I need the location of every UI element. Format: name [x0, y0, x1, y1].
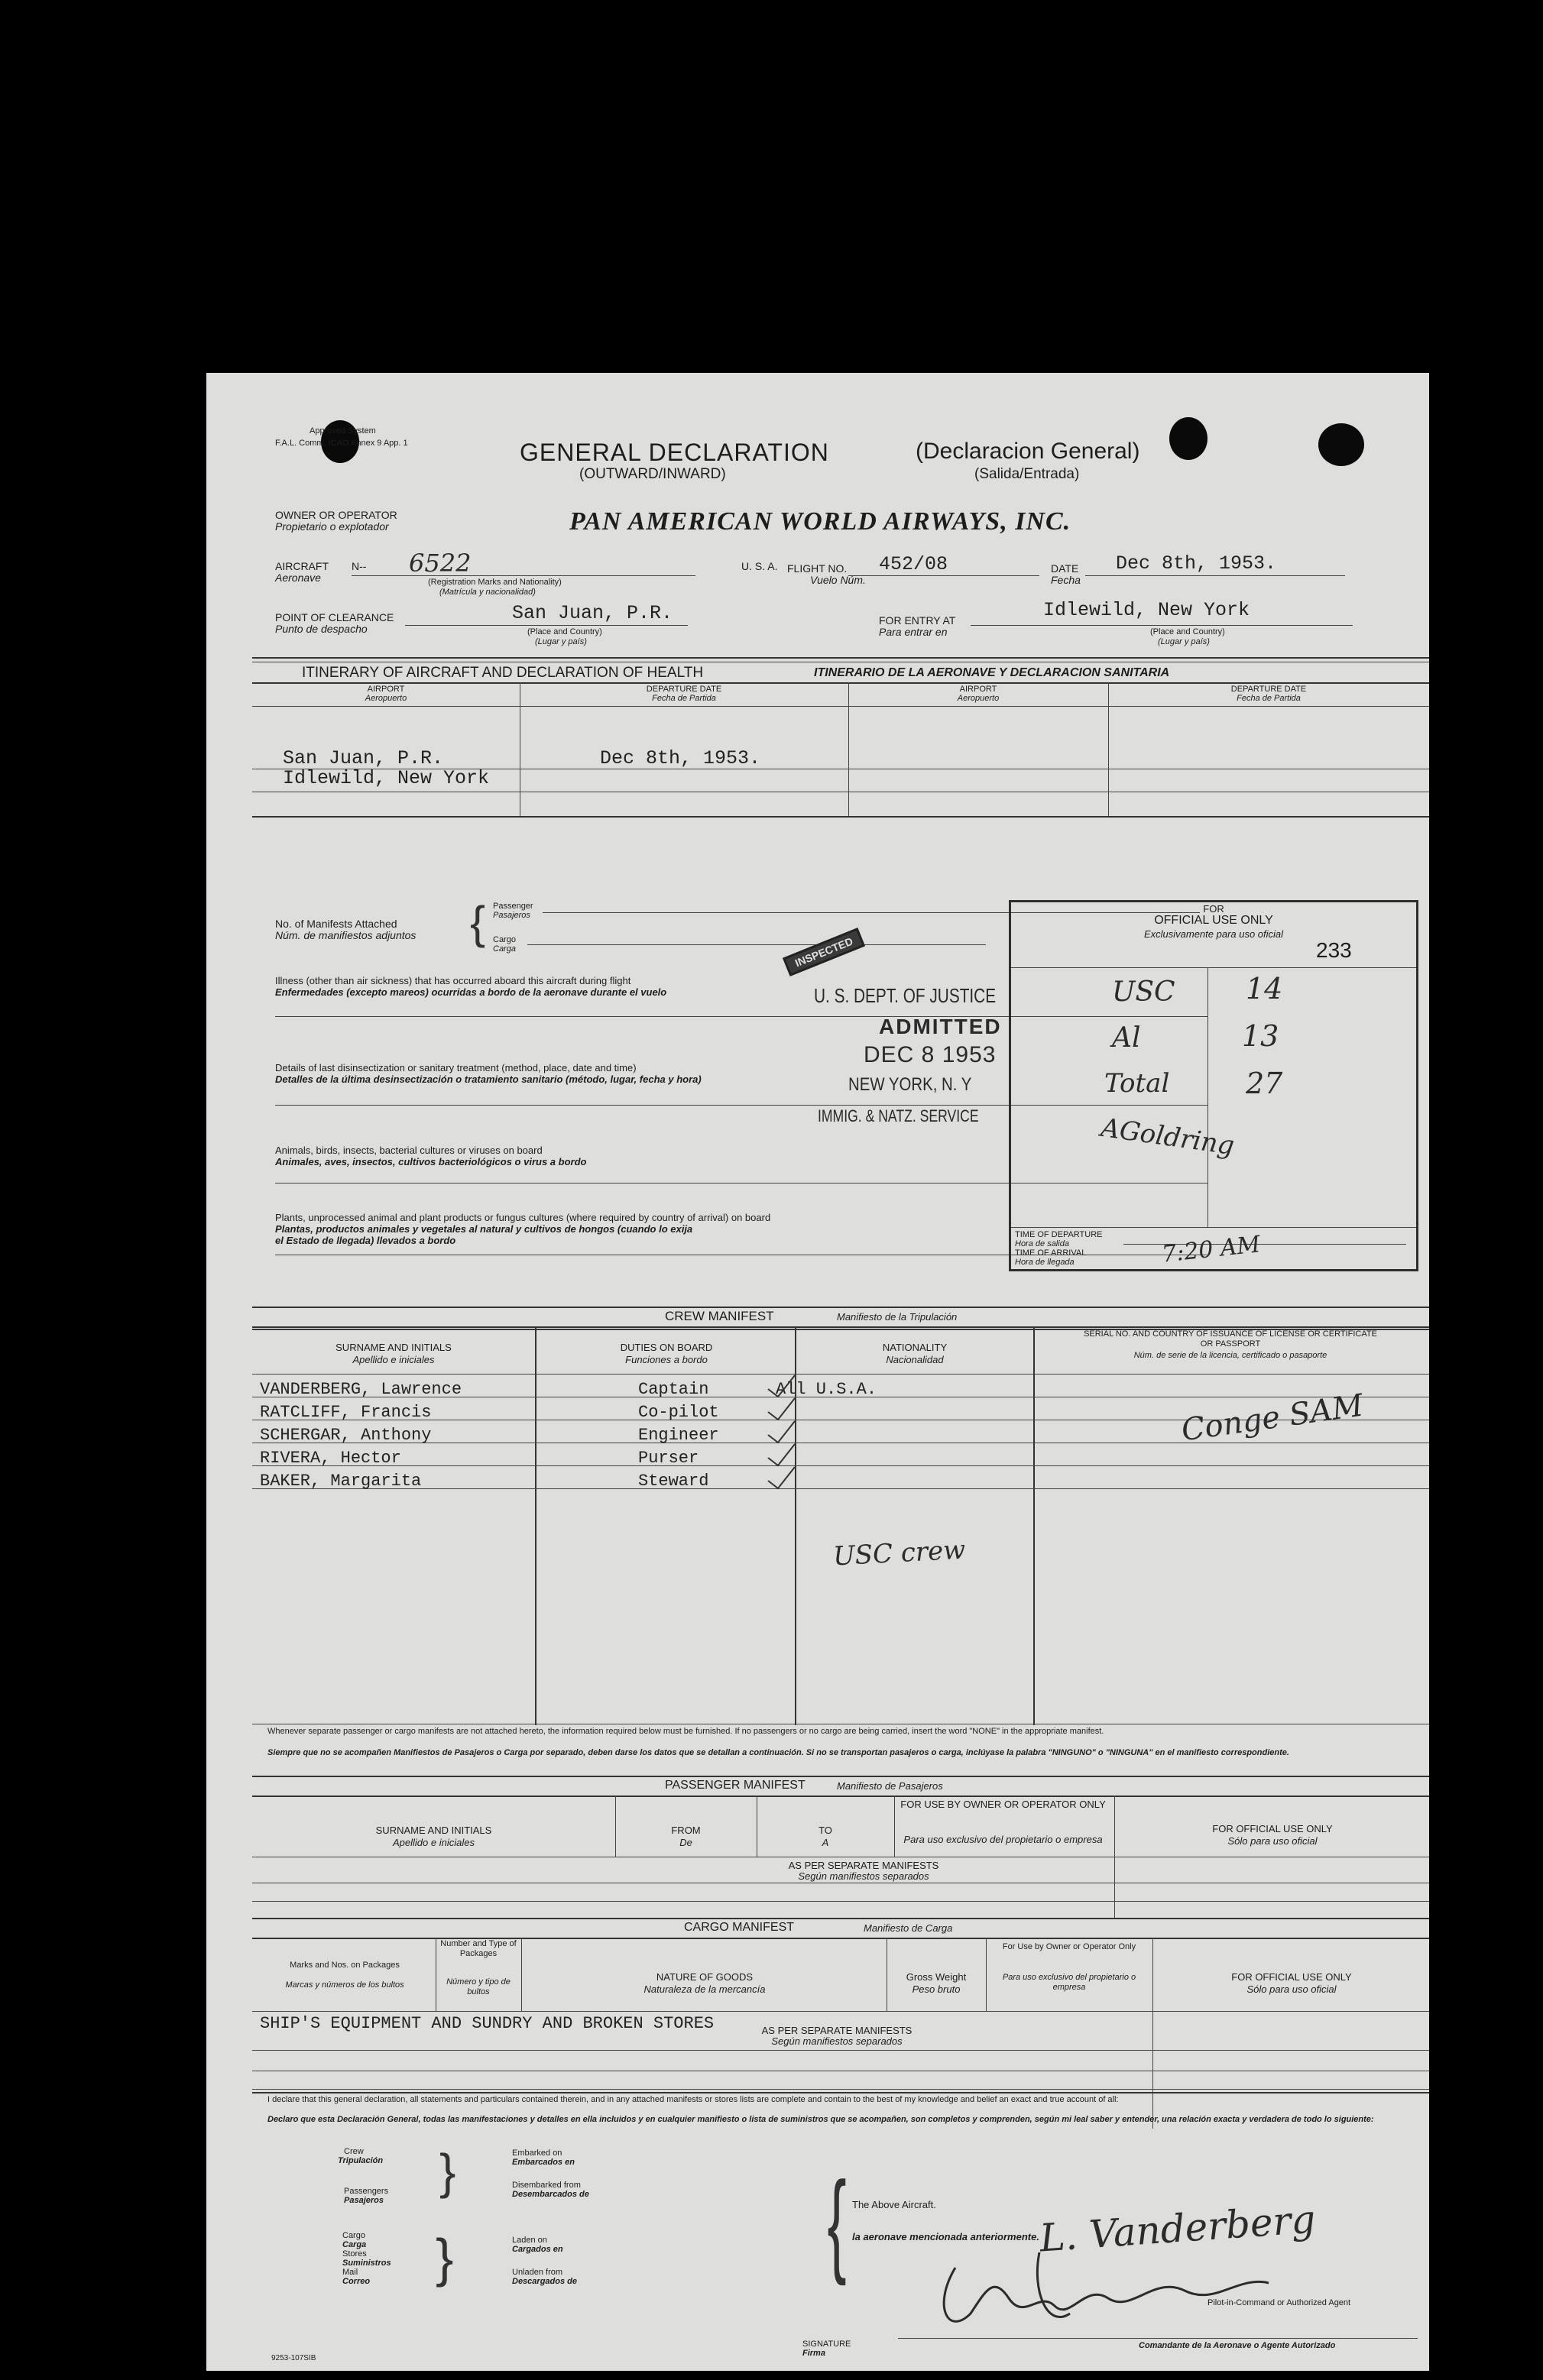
aircraft-registration: 6522 — [409, 549, 472, 578]
cargo-col-weight: Gross Weight — [906, 1971, 967, 1983]
passenger-col-to-es: A — [822, 1837, 829, 1848]
decl-mail: Mail — [342, 2268, 358, 2277]
col-departure-2-es: Fecha de Partida — [1237, 694, 1301, 703]
passenger-col-owner: FOR USE BY OWNER OR OPERATOR ONLY — [900, 1799, 1106, 1810]
faa-reference: F.A.L. Comm. ICAO Annex 9 App. 1 — [275, 439, 408, 448]
date-label: DATE — [1051, 562, 1079, 575]
crew-note: USC crew — [832, 1534, 967, 1572]
cargo-col-nature-es: Naturaleza de la mercancía — [643, 1983, 766, 1995]
col-airport-2: AIRPORT — [959, 685, 997, 694]
col-departure-2: DEPARTURE DATE — [1230, 685, 1307, 694]
departure-label-es: Hora de salida — [1015, 1239, 1069, 1248]
passenger-col-official: FOR OFFICIAL USE ONLY — [1212, 1823, 1333, 1834]
decl-cargo: Cargo — [342, 2231, 365, 2240]
decl-disembarked-es: Desembarcados de — [512, 2190, 589, 2199]
arrival-label-es: Hora de llegada — [1015, 1258, 1075, 1267]
plants-label-es: Plantas, productos animales y vegetales al natural y cultivos de hongos (cuando lo exija el Estado de llegada) llevados a bordo — [275, 1223, 693, 1246]
cargo-col-official-es: Sólo para uso oficial — [1246, 1983, 1337, 1995]
aircraft-prefix: N-- — [352, 560, 367, 572]
crew-col-duties: DUTIES ON BOARD — [620, 1342, 713, 1353]
captain-signature: L. Vanderberg — [1038, 2197, 1318, 2261]
plants-label: Plants, unprocessed animal and plant products or fungus cultures (where required by country of arrival) on board — [275, 1212, 771, 1223]
passenger-separate: AS PER SEPARATE MANIFESTS — [788, 1860, 939, 1871]
signature-label: SIGNATURE — [802, 2340, 851, 2349]
official-mark-1: USC — [1112, 976, 1175, 1008]
punch-hole — [1169, 417, 1207, 460]
passenger-label-es: Pasajeros — [493, 911, 530, 920]
entry-sub-label: (Place and Country) — [1150, 627, 1225, 636]
aircraft-label: AIRCRAFT — [275, 560, 329, 572]
crew-col-serial: SERIAL NO. AND COUNTRY OF ISSUANCE OF LICENSE OR CERTIFICATE OR PASSPORT — [1084, 1329, 1377, 1349]
passenger-title-es: Manifiesto de Pasajeros — [837, 1780, 943, 1792]
operator-name: PAN AMERICAN WORLD AIRWAYS, INC. — [569, 507, 1071, 536]
flight-number: 452/08 — [879, 553, 948, 575]
cargo-col-marks: Marks and Nos. on Packages — [290, 1961, 400, 1970]
col-departure: DEPARTURE DATE — [646, 685, 722, 694]
decl-laden: Laden on — [512, 2236, 547, 2245]
aircraft-label-es: Aeronave — [275, 572, 321, 584]
crew-name-2: RATCLIFF, Francis — [260, 1403, 432, 1422]
decl-embarked: Embarked on — [512, 2148, 562, 2158]
itinerary-title-es: ITINERARIO DE LA AERONAVE Y DECLARACION SANITARIA — [814, 666, 1170, 679]
passenger-col-owner-es: Para uso exclusivo del propietario o empresa — [903, 1834, 1103, 1845]
crew-name-1: VANDERBERG, Lawrence — [260, 1380, 462, 1399]
pilot-label: Pilot-in-Command or Authorized Agent — [1207, 2298, 1351, 2307]
cargo-col-marks-es: Marcas y números de los bultos — [285, 1980, 404, 1990]
decl-mail-es: Correo — [342, 2277, 371, 2286]
signature-label-es: Firma — [802, 2349, 825, 2358]
crew-col-nationality-es: Nacionalidad — [886, 1354, 944, 1365]
cargo-col-official: FOR OFFICIAL USE ONLY — [1231, 1971, 1352, 1983]
stamp-date: DEC 8 1953 — [864, 1042, 997, 1067]
official-mark-2: Al — [1112, 1022, 1141, 1054]
passenger-col-to: TO — [819, 1825, 832, 1836]
usa-label: U. S. A. — [741, 560, 778, 572]
aircraft-sub-label-es: (Matrícula y nacionalidad) — [439, 588, 536, 597]
cargo-col-nature: NATURE OF GOODS — [656, 1971, 754, 1983]
official-initials: AGoldring — [1099, 1112, 1237, 1162]
decl-unladen-es: Descargados de — [512, 2277, 577, 2286]
official-value-1: 14 — [1246, 972, 1283, 1005]
decl-stores: Stores — [342, 2249, 367, 2259]
form-number: 9253-107SIB — [271, 2354, 316, 2362]
clearance-point: San Juan, P.R. — [512, 602, 673, 624]
arrival-label: TIME OF ARRIVAL — [1015, 1248, 1087, 1258]
itinerary-date-1: Dec 8th, 1953. — [600, 747, 761, 769]
official-use-box — [1009, 900, 1418, 1271]
departure-label: TIME OF DEPARTURE — [1015, 1230, 1103, 1239]
notice-en: Whenever separate passenger or cargo manifests are not attached hereto, the information required below must be furnished. If no passengers or no cargo are being carried, insert the word "NONE" in the appropriate manifest. — [267, 1727, 1104, 1736]
entry-sub-label-es: (Lugar y país) — [1158, 637, 1210, 646]
crew-duty-5: Steward — [638, 1472, 709, 1491]
crew-col-nationality: NATIONALITY — [882, 1342, 948, 1353]
declaration-text: I declare that this general declaration, all statements and particulars contained therein, and in any attached manifests or stores lists are complete and contain to the best of my knowledge and belief an exact and true account of all: — [267, 2095, 1119, 2104]
crew-duty-1: Captain — [638, 1380, 709, 1399]
cargo-col-owner: For Use by Owner or Operator Only — [1002, 1942, 1136, 1951]
cargo-entry: SHIP'S EQUIPMENT AND SUNDRY AND BROKEN STORES — [260, 2014, 715, 2033]
crew-title-es: Manifiesto de la Tripulación — [837, 1311, 958, 1323]
cargo-label-es: Carga — [493, 944, 516, 954]
illness-label: Illness (other than air sickness) that has occurred aboard this aircraft during flight — [275, 975, 631, 986]
inspected-stamp: INSPECTED — [783, 928, 865, 976]
punch-hole — [1318, 423, 1364, 466]
flight-label-es: Vuelo Núm. — [810, 574, 866, 586]
decl-passengers: Passengers — [344, 2187, 389, 2196]
notice-es: Siempre que no se acompañen Manifiestos de Pasajeros o Carga por separado, deben darse los datos que se detallan a continuación. Si no se transportan pasajeros o carga, inclúyase la palabra "NINGUNO" o "NINGUNA" en el manifiesto correspondiente. — [267, 1748, 1289, 1757]
crew-name-3: SCHERGAR, Anthony — [260, 1426, 432, 1445]
crew-name-5: BAKER, Margarita — [260, 1472, 422, 1491]
form-subtitle: (OUTWARD/INWARD) — [579, 466, 726, 482]
col-airport-es: Aeropuerto — [365, 694, 407, 703]
cargo-title-es: Manifiesto de Carga — [864, 1922, 953, 1934]
clearance-sub-label: (Place and Country) — [527, 627, 602, 636]
clearance-sub-label-es: (Lugar y país) — [535, 637, 587, 646]
owner-label: OWNER OR OPERATOR — [275, 509, 397, 521]
crew-col-name: SURNAME AND INITIALS — [336, 1342, 452, 1353]
arrival-time: 7:20 AM — [1160, 1231, 1262, 1268]
animals-label-es: Animales, aves, insectos, cultivos bacteriológicos o virus a bordo — [275, 1156, 587, 1167]
passenger-col-from-es: De — [679, 1837, 692, 1848]
stamp-service: IMMIG. & NATZ. SERVICE — [818, 1106, 979, 1125]
col-departure-es: Fecha de Partida — [652, 694, 716, 703]
official-number: 233 — [1316, 938, 1352, 962]
approved-system-text: Approved System — [310, 426, 376, 436]
cargo-col-owner-es: Para uso exclusivo del propietario o empresa — [1002, 1973, 1136, 1992]
stamp-city: NEW YORK, N. Y — [848, 1074, 972, 1095]
clearance-label-es: Punto de despacho — [275, 623, 368, 635]
official-value-3: 27 — [1246, 1067, 1283, 1100]
decl-disembarked: Disembarked from — [512, 2181, 581, 2190]
crew-nationality-1: All U.S.A. — [776, 1380, 877, 1399]
crew-official-signature: Conge SAM — [1178, 1388, 1366, 1449]
cargo-col-number: Number and Type of Packages — [440, 1939, 517, 1958]
crew-col-duties-es: Funciones a bordo — [625, 1354, 708, 1365]
clearance-label: POINT OF CLEARANCE — [275, 611, 394, 623]
decl-laden-es: Cargados en — [512, 2245, 563, 2254]
decl-stores-es: Suministros — [342, 2259, 391, 2268]
entry-label: FOR ENTRY AT — [879, 614, 956, 627]
manifests-label: No. of Manifests Attached — [275, 918, 397, 930]
entry-point: Idlewild, New York — [1043, 599, 1250, 621]
manifests-label-es: Núm. de manifiestos adjuntos — [275, 929, 417, 941]
decl-above-aircraft-es: la aeronave mencionada anteriormente. — [852, 2231, 1039, 2242]
itinerary-title: ITINERARY OF AIRCRAFT AND DECLARATION OF HEALTH — [302, 665, 704, 681]
crew-name-4: RIVERA, Hector — [260, 1449, 401, 1468]
stamp-admitted: ADMITTED — [879, 1015, 1002, 1038]
cargo-col-number-es: Número y tipo de bultos — [446, 1977, 511, 1996]
passenger-separate-es: Según manifiestos separados — [798, 1870, 929, 1882]
cargo-separate: AS PER SEPARATE MANIFESTS — [761, 2025, 913, 2036]
general-declaration-form: Approved System F.A.L. Comm. ICAO Annex 9 App. 1 GENERAL DECLARATION (OUTWARD/INWARD) (Declaracion General) (Salida/Entrada) OWNER OR OPERATOR Propietario o explotador PAN AMERICAN WORLD AIRWAYS, INC. AIRCRAFT Aeronave N-- 6522 (Registration Marks and Nationality) (Matrícula y nacionalidad) U. S. A. FLIGHT NO. Vuelo Núm. 452/08 DATE Fecha Dec 8th, 1953. POINT OF CLEARANCE Punto de despacho San Juan, P.R. (Place and Country) (Lugar y país) FOR ENTRY AT Para entrar en Idlewild, New York (Place and Country) (Lugar y país) ITINERARY OF AIRCRAFT AND DECLARATION OF HEALTH ITINERARIO DE LA AERONAVE Y DECLARACION SANITARIA AIRPORT Aeropuerto DEPARTURE DATE Fecha de Partida AIRPORT Aeropuerto DEPARTURE DATE Fecha de Partida San Juan, P.R. Dec 8th, 1953. Idlewild, New York No. of Manifests Attached Núm. de manifiestos adjuntos { Passenger Pasajeros Cargo Carga Illness (other than air sickness) that has occurred aboard this aircraft during flight Enfermedades (excepto mareos) ocurridas a bordo de la aeronave durante el vuelo Details of last disinsectization or sanitary treatment (method, place, date and time) Detalles de la última desinsectización o tratamiento sanitario (método, lugar, fecha y hora) Animals, birds, insects, bacterial cultures or viruses on board Animales, aves, insectos, cultivos bacteriológicos o virus a bordo Plants, unprocessed animal and plant products or fungus cultures (where required by country of arrival) on board Plantas, productos animales y vegetales al natural y cultivos de hongos (cuando lo exija el Estado de llegada) llevados a bordo FOR OFFICIAL USE ONLY Exclusivamente para uso oficial 233 USC 14 Al 13 Total 27 AGoldring TIME OF DEPARTURE Hora de salida TIME OF ARRIVAL Hora de llegada 7:20 AM INSPECTED U. S. DEPT. OF JUSTICE ADMITTED DEC 8 1953 NEW YORK, N. Y IMMIG. & NATZ. SERVICE CREW MANIFEST Manifiesto de la Tripulación SURNAME AND INITIALS Apellido e iniciales DUTIES ON BOARD Funciones a bordo NATIONALITY Nacionalidad SERIAL NO. AND COUNTRY OF ISSUANCE OF LICENSE OR CERTIFICATE OR PASSPORT Núm. de serie de la licencia, certificado o pasaporte VANDERBERG, Lawrence Captain All U.S.A. RATCLIFF, Francis Co-pilot SCHERGAR, Anthony Engineer RIVERA, Hector Purser BAKER, Margarita Steward USC crew Conge SAM Whenever separate passenger or cargo manifests are not attached hereto, the information required below must be furnished. If no passengers or no cargo are being carried, insert the word "NONE" in the appropriate manifest. Siempre que no se acompañen Manifiestos de Pasajeros o Carga por separado, deben darse los datos que se detallan a continuación. Si no se transportan pasajeros o carga, inclúyase la palabra "NINGUNO" o "NINGUNA" en el manifiesto correspondiente. PASSENGER MANIFEST Manifiesto de Pasajeros SURNAME AND INITIALS Apellido e iniciales FROM De TO A FOR USE BY OWNER OR OPERATOR ONLY Para uso exclusivo del propietario o empresa FOR OFFICIAL USE ONLY Sólo para uso oficial AS PER SEPARATE MANIFESTS Según manifiestos separados CARGO MANIFEST Manifiesto de Carga Marks and Nos. on Packages Marcas y números de los bultos Number and Type of Packages Número y tipo de bultos NATURE OF GOODS Naturaleza de la mercancía Gross Weight Peso bruto For Use by Owner or Operator Only Para uso exclusivo del propietario o empresa FOR OFFICIAL USE ONLY Sólo para uso oficial SHIP'S EQUIPMENT AND SUNDRY AND BROKEN STORES AS PER SEPARATE MANIFESTS Según manifiestos separados I declare that this general declaration, all statements and particulars contained therein, and in any attached manifests or stores lists are complete and contain to the best of my knowledge and belief an exact and true account of all: Declaro que esta Declaración General, todas las manifestaciones y detalles en ella incluidos y en cualquier manifiesto o lista de suministros que se acompañen, son completos y comprenden, según mi leal saber y entender, una relación exacta y verdadera de todo lo siguiente: Crew Tripulación Passengers Pasajeros } Embarked on Embarcados en Disembarked from Desembarcados de Cargo Carga Stores Suministros Mail Correo } Laden on Cargados en Unladen from Descargados de { The Above Aircraft. la aeronave mencionada anteriormente. L. Vanderberg SIGNATURE Firma Pilot-in-Command or Authorized Agent Comandante de la Aeronave o Agente Autorizado 9253-107SIB — [206, 373, 1429, 2371]
form-title-spanish: (Declaracion General) — [916, 439, 1140, 464]
decl-embarked-es: Embarcados en — [512, 2158, 575, 2167]
aircraft-sub-label: (Registration Marks and Nationality) — [428, 578, 562, 587]
entry-label-es: Para entrar en — [879, 626, 948, 638]
col-airport: AIRPORT — [367, 685, 405, 694]
decl-cargo-es: Carga — [342, 2240, 367, 2249]
cargo-label: Cargo — [493, 935, 516, 944]
itinerary-airport-2: Idlewild, New York — [283, 767, 490, 789]
disinsect-label-es: Detalles de la última desinsectización o tratamiento sanitario (método, lugar, fecha y hora) — [275, 1073, 702, 1085]
passenger-col-name-es: Apellido e iniciales — [393, 1837, 475, 1848]
passenger-col-name: SURNAME AND INITIALS — [375, 1825, 492, 1836]
decl-passengers-es: Pasajeros — [344, 2196, 384, 2205]
official-mark-3: Total — [1104, 1068, 1170, 1099]
decl-crew-es: Tripulación — [338, 2156, 384, 2165]
crew-duty-2: Co-pilot — [638, 1403, 719, 1422]
official-title: OFFICIAL USE ONLY — [1154, 914, 1273, 927]
crew-col-name-es: Apellido e iniciales — [352, 1354, 435, 1365]
official-for: FOR — [1203, 903, 1224, 915]
decl-crew: Crew — [344, 2147, 364, 2156]
form-title: GENERAL DECLARATION — [520, 439, 829, 466]
crew-title: CREW MANIFEST — [665, 1309, 774, 1323]
crew-duty-4: Purser — [638, 1449, 699, 1468]
form-subtitle-spanish: (Salida/Entrada) — [974, 466, 1080, 482]
date-label-es: Fecha — [1051, 574, 1081, 586]
passenger-col-official-es: Sólo para uso oficial — [1227, 1835, 1318, 1847]
flight-label: FLIGHT NO. — [787, 562, 848, 575]
itinerary-airport-1: San Juan, P.R. — [283, 747, 444, 769]
animals-label: Animals, birds, insects, bacterial cultures or viruses on board — [275, 1145, 543, 1156]
flight-date: Dec 8th, 1953. — [1116, 552, 1277, 575]
official-title-es: Exclusivamente para uso oficial — [1143, 928, 1284, 940]
pilot-label-es: Comandante de la Aeronave o Agente Autorizado — [1139, 2341, 1336, 2350]
official-value-2: 13 — [1242, 1019, 1279, 1053]
cargo-title: CARGO MANIFEST — [684, 1921, 795, 1934]
passenger-col-from: FROM — [671, 1825, 701, 1836]
passenger-label: Passenger — [493, 902, 533, 911]
stamp-dept: U. S. DEPT. OF JUSTICE — [814, 984, 997, 1007]
crew-duty-3: Engineer — [638, 1426, 719, 1445]
decl-unladen: Unladen from — [512, 2268, 563, 2277]
passenger-title: PASSENGER MANIFEST — [665, 1779, 806, 1792]
declaration-text-es: Declaro que esta Declaración General, todas las manifestaciones y detalles en ella incluidos y en cualquier manifiesto o lista de suministros que se acompañen, son completos y comprenden, según mi leal saber y entender, una relación exacta y verdadera de todo lo siguiente: — [267, 2115, 1374, 2124]
col-airport-2-es: Aeropuerto — [957, 694, 1000, 703]
owner-label-es: Propietario o explotador — [275, 520, 389, 533]
cargo-col-weight-es: Peso bruto — [912, 1983, 961, 1995]
illness-label-es: Enfermedades (excepto mareos) ocurridas a bordo de la aeronave durante el vuelo — [275, 986, 667, 998]
disinsect-label: Details of last disinsectization or sanitary treatment (method, place, date and time) — [275, 1062, 637, 1073]
decl-above-aircraft: The Above Aircraft. — [852, 2199, 936, 2210]
cargo-separate-es: Según manifiestos separados — [771, 2035, 903, 2047]
crew-col-serial-es: Núm. de serie de la licencia, certificado o pasaporte — [1133, 1351, 1327, 1360]
check-marks — [764, 1374, 810, 1496]
